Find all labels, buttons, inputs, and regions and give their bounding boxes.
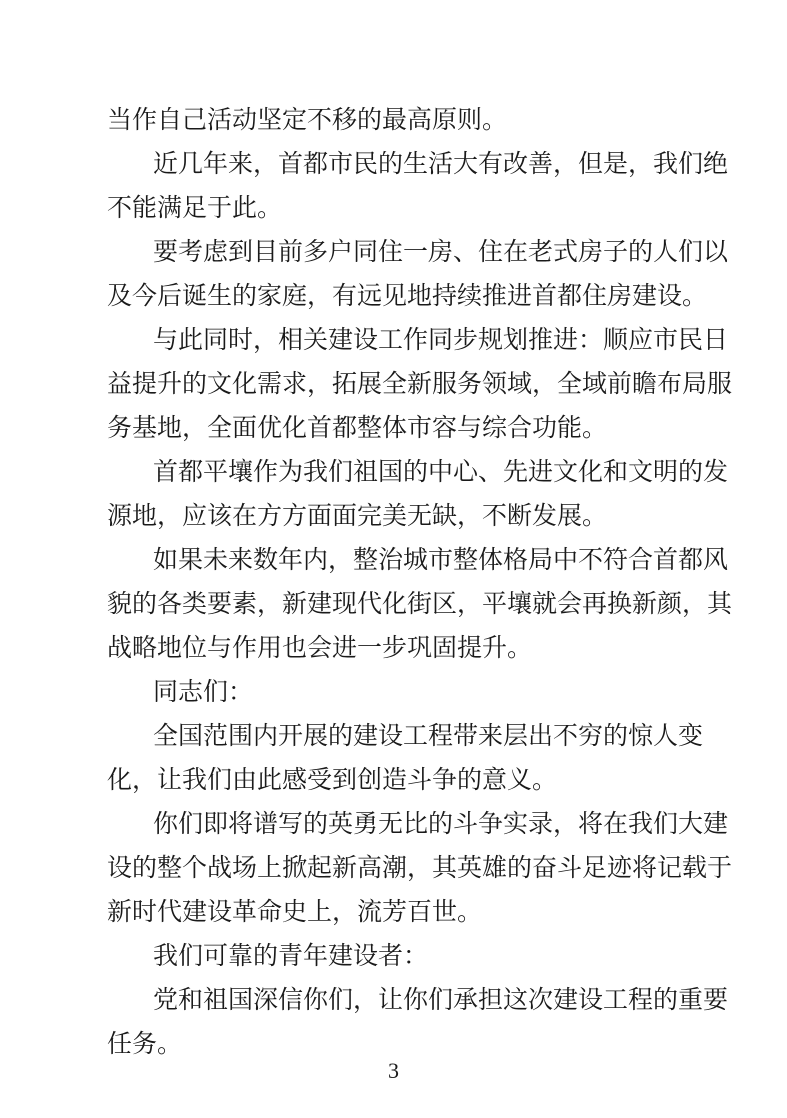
page-number: 3 — [388, 1058, 399, 1083]
text-line: 不能满足于此。 — [107, 193, 283, 222]
text-line: 源地，应该在方方面面完美无缺，不断发展。 — [107, 501, 608, 530]
text-line: 我们可靠的青年建设者： — [153, 941, 429, 970]
text-line: 化，让我们由此感受到创造斗争的意义。 — [107, 765, 558, 794]
text-line: 与此同时，相关建设工作同步规划推进：顺应市民日 — [153, 325, 729, 354]
text-line: 战略地位与作用也会进一步巩固提升。 — [107, 633, 533, 662]
text-line: 全国范围内开展的建设工程带来层出不穷的惊人变 — [153, 721, 704, 750]
text-line: 党和祖国深信你们，让你们承担这次建设工程的重要 — [153, 985, 729, 1014]
text-line: 务基地，全面优化首都整体市容与综合功能。 — [107, 413, 608, 442]
text-line: 貌的各类要素，新建现代化街区，平壤就会再换新颜，其 — [107, 589, 733, 618]
text-line: 近几年来，首都市民的生活大有改善，但是，我们绝 — [153, 149, 729, 178]
text-line: 要考虑到目前多户同住一房、住在老式房子的人们以 — [153, 237, 729, 266]
text-line: 设的整个战场上掀起新高潮，其英雄的奋斗足迹将记载于 — [107, 853, 733, 882]
text-line: 同志们： — [153, 677, 254, 706]
text-line: 及今后诞生的家庭，有远见地持续推进首都住房建设。 — [107, 281, 708, 310]
text-line: 首都平壤作为我们祖国的中心、先进文化和文明的发 — [153, 457, 729, 486]
text-line: 新时代建设革命史上，流芳百世。 — [107, 897, 483, 926]
text-line: 任务。 — [107, 1029, 183, 1058]
text-line: 你们即将谱写的英勇无比的斗争实录，将在我们大建 — [153, 809, 729, 838]
text-line: 益提升的文化需求，拓展全新服务领域，全域前瞻布局服 — [107, 369, 733, 398]
text-line: 如果未来数年内，整治城市整体格局中不符合首都风 — [153, 545, 729, 574]
text-line: 当作自己活动坚定不移的最高原则。 — [107, 105, 508, 134]
